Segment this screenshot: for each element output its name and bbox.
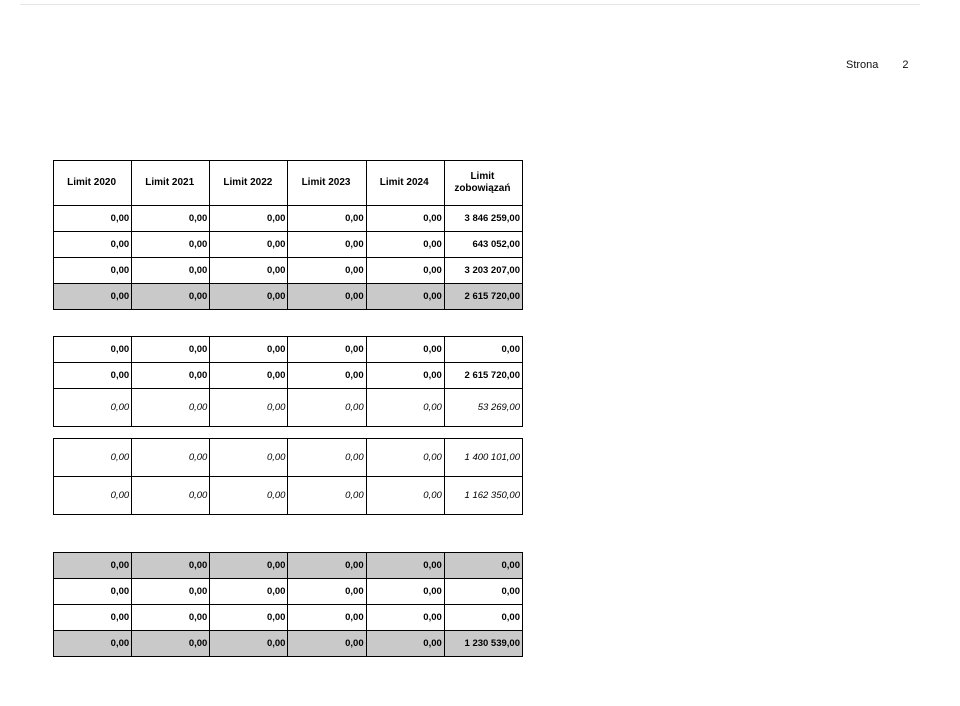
column-header: Limit 2022 <box>210 161 288 206</box>
table-cell: 1 230 539,00 <box>444 631 522 657</box>
scan-artifact-line <box>20 4 920 5</box>
table-cell: 0,00 <box>366 439 444 477</box>
table-cell: 0,00 <box>210 631 288 657</box>
table-cell: 0,00 <box>132 579 210 605</box>
table-row <box>54 439 523 477</box>
table-cell: 0,00 <box>210 605 288 631</box>
table-cell: 0,00 <box>54 553 132 579</box>
table-row <box>54 337 523 363</box>
table-cell: 0,00 <box>210 579 288 605</box>
table-cell: 0,00 <box>54 389 132 427</box>
table-cell: 0,00 <box>444 579 522 605</box>
table-row <box>54 389 523 427</box>
table-cell: 0,00 <box>210 337 288 363</box>
page-label: Strona <box>846 59 879 71</box>
limits-table-4 <box>53 552 523 657</box>
table-body <box>54 439 523 515</box>
table-cell: 3 846 259,00 <box>444 206 522 232</box>
table-cell: 0,00 <box>54 232 132 258</box>
table-cell: 0,00 <box>210 232 288 258</box>
table-cell: 0,00 <box>132 258 210 284</box>
table-row <box>54 258 523 284</box>
table-cell: 0,00 <box>288 553 366 579</box>
table-cell: 0,00 <box>288 284 366 310</box>
table-cell: 0,00 <box>54 258 132 284</box>
table-cell: 0,00 <box>54 284 132 310</box>
table-cell: 0,00 <box>210 258 288 284</box>
table-cell: 0,00 <box>132 363 210 389</box>
table-row <box>54 363 523 389</box>
limits-table-2 <box>53 336 523 427</box>
table-cell: 2 615 720,00 <box>444 284 522 310</box>
table-row <box>54 579 523 605</box>
table-cell: 0,00 <box>288 605 366 631</box>
table-row <box>54 284 523 310</box>
table-cell: 0,00 <box>210 553 288 579</box>
table-row <box>54 605 523 631</box>
table-cell: 0,00 <box>132 284 210 310</box>
table-cell: 0,00 <box>132 631 210 657</box>
column-header: Limit 2020 <box>54 161 132 206</box>
table-cell: 0,00 <box>54 477 132 515</box>
table-cell: 0,00 <box>132 232 210 258</box>
table-cell: 0,00 <box>288 389 366 427</box>
table-row <box>54 206 523 232</box>
table-cell: 0,00 <box>132 477 210 515</box>
table-cell: 0,00 <box>366 232 444 258</box>
table-cell: 0,00 <box>366 553 444 579</box>
table-row <box>54 553 523 579</box>
table-cell: 0,00 <box>210 206 288 232</box>
table-row <box>54 631 523 657</box>
table-cell: 0,00 <box>366 337 444 363</box>
table-cell: 0,00 <box>132 605 210 631</box>
table-cell: 0,00 <box>288 477 366 515</box>
table-cell: 0,00 <box>288 579 366 605</box>
page-header <box>846 59 909 71</box>
table-cell: 0,00 <box>210 363 288 389</box>
table-cell: 3 203 207,00 <box>444 258 522 284</box>
table-cell: 0,00 <box>132 337 210 363</box>
table-row <box>54 232 523 258</box>
table-cell: 0,00 <box>288 206 366 232</box>
table-body <box>54 337 523 427</box>
table-cell: 0,00 <box>210 477 288 515</box>
table-cell: 0,00 <box>210 439 288 477</box>
table-body <box>54 206 523 310</box>
table-cell: 0,00 <box>132 389 210 427</box>
limits-table-main <box>53 160 523 310</box>
table-cell: 0,00 <box>366 477 444 515</box>
table-cell: 0,00 <box>366 605 444 631</box>
table-cell: 0,00 <box>132 206 210 232</box>
column-header: Limit 2021 <box>132 161 210 206</box>
table-cell: 0,00 <box>366 631 444 657</box>
table-cell: 0,00 <box>444 337 522 363</box>
table-cell: 0,00 <box>366 284 444 310</box>
table-cell: 0,00 <box>54 579 132 605</box>
table-cell: 0,00 <box>288 631 366 657</box>
limits-table-3 <box>53 438 523 515</box>
column-header: Limit 2024 <box>366 161 444 206</box>
table-cell: 0,00 <box>444 553 522 579</box>
table-cell: 0,00 <box>54 631 132 657</box>
table-cell: 0,00 <box>288 439 366 477</box>
table-row <box>54 477 523 515</box>
table-cell: 1 162 350,00 <box>444 477 522 515</box>
table-cell: 0,00 <box>54 439 132 477</box>
table-cell: 0,00 <box>366 579 444 605</box>
table-cell: 0,00 <box>54 206 132 232</box>
page-number: 2 <box>902 59 909 71</box>
table-cell: 0,00 <box>288 337 366 363</box>
table-cell: 0,00 <box>288 232 366 258</box>
table-cell: 0,00 <box>210 284 288 310</box>
table-header-row <box>54 161 523 206</box>
table-cell: 0,00 <box>54 363 132 389</box>
table-cell: 2 615 720,00 <box>444 363 522 389</box>
table-cell: 0,00 <box>366 363 444 389</box>
table-cell: 0,00 <box>366 389 444 427</box>
table-cell: 0,00 <box>132 553 210 579</box>
table-cell: 0,00 <box>132 439 210 477</box>
table-cell: 0,00 <box>288 258 366 284</box>
table-cell: 0,00 <box>444 605 522 631</box>
table-cell: 1 400 101,00 <box>444 439 522 477</box>
table-cell: 0,00 <box>210 389 288 427</box>
table-cell: 0,00 <box>366 206 444 232</box>
table-cell: 0,00 <box>54 605 132 631</box>
table-cell: 0,00 <box>54 337 132 363</box>
table-cell: 643 052,00 <box>444 232 522 258</box>
column-header: Limit 2023 <box>288 161 366 206</box>
table-cell: 53 269,00 <box>444 389 522 427</box>
table-body <box>54 553 523 657</box>
table-cell: 0,00 <box>366 258 444 284</box>
table-cell: 0,00 <box>288 363 366 389</box>
column-header: Limit zobowiązań <box>444 161 522 206</box>
